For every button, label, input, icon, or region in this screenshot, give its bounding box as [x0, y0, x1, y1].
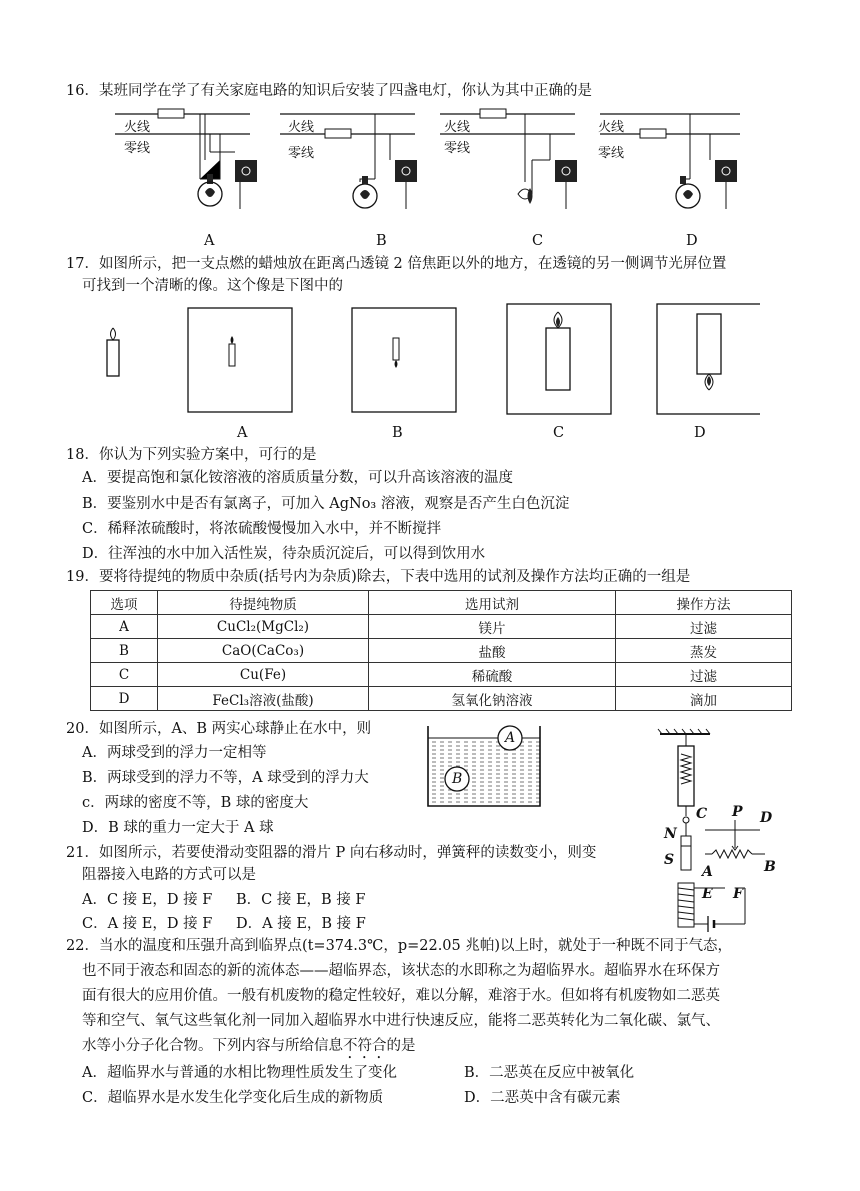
q22-line2: 也不同于液态和固态的新的流体态——超临界态，该状态的水即称之为超临界水。超临界水在环保方: [82, 963, 720, 979]
fig-label-e: E: [702, 886, 713, 902]
q16-label-c: C: [532, 233, 544, 249]
q18-option-d: D．往浑浊的水中加入活性炭，待杂质沉淀后，可以得到饮用水: [82, 546, 486, 562]
neutral-label-d: 零线: [598, 146, 625, 161]
q20-option-a: A．两球受到的浮力一定相等: [82, 745, 267, 761]
q22-emphasis: 不符合: [343, 1038, 387, 1054]
neutral-label-c: 零线: [444, 141, 471, 156]
q18-stem: 18．你认为下列实验方案中，可行的是: [66, 447, 317, 463]
q22-option-b: B．二恶英在反应中被氧化: [464, 1065, 635, 1081]
q21-option-a: A．C 接 E，D 接 F: [82, 892, 213, 908]
cell: B: [91, 639, 158, 663]
q19-stem: 19．要将待提纯的物质中杂质(括号内为杂质)除去，下表中选用的试剂及操作方法均正确的一组是: [66, 569, 691, 585]
table-row: [91, 687, 792, 711]
live-label-b: 火线: [288, 120, 315, 135]
cell: C: [91, 663, 158, 687]
ball-a-label: A: [505, 730, 516, 746]
header-method: 操作方法: [616, 591, 792, 615]
fig-label-b: B: [764, 859, 776, 875]
cell: D: [91, 687, 158, 711]
q17-label-a: A: [237, 425, 248, 441]
image-option-c: [507, 304, 611, 414]
live-label-c: 火线: [444, 120, 471, 135]
q20-option-b: B．两球受到的浮力不等，A 球受到的浮力大: [82, 770, 369, 786]
cell: 盐酸: [369, 639, 616, 663]
cell: 蒸发: [616, 639, 792, 663]
q21-option-c: C．A 接 E，D 接 F: [82, 916, 213, 932]
cell: 滴加: [616, 687, 792, 711]
cell: Cu(Fe): [158, 663, 369, 687]
q20-option-c: c．两球的密度不等，B 球的密度大: [82, 795, 309, 811]
q19-table: [90, 590, 792, 711]
cell: A: [91, 615, 158, 639]
table-row: [91, 639, 792, 663]
header-option: 选项: [91, 591, 158, 615]
table-row: [91, 663, 792, 687]
live-label-d: 火线: [598, 120, 625, 135]
cell: CaO(CaCo₃): [158, 639, 369, 663]
candle-object: [107, 328, 119, 376]
q17-stem-line1: 17．如图所示，把一支点燃的蜡烛放在距离凸透镜 2 倍焦距以外的地方，在透镜的另一侧调节光屏位置: [66, 256, 727, 272]
q18-option-b: B．要鉴别水中是否有氯离子，可加入 AgNo₃ 溶液，观察是否产生白色沉淀: [82, 496, 570, 512]
q17-stem-line2: 可找到一个清晰的像。这个像是下图中的: [82, 278, 343, 294]
q22-option-c: C．超临界水是水发生化学变化后生成的新物质: [82, 1090, 384, 1106]
q22-last-pre: 水等小分子化合物。下列内容与所给信息: [82, 1038, 343, 1054]
cell: 氢氧化钠溶液: [369, 687, 616, 711]
fig-label-d: D: [760, 810, 773, 826]
q22-line4: 等和空气、氧气这些氧化剂一同加入超临界水中进行快速反应，能将二恶英转化为二氧化碳、氯气、: [82, 1013, 720, 1029]
q22-line1: 22．当水的温度和压强升高到临界点(t=374.3℃，p=22.05 兆帕)以上时，就处于一种既不同于气态，: [66, 938, 733, 954]
q21-option-d: D．A 接 E，B 接 F: [236, 916, 366, 932]
table-header-row: [91, 591, 792, 615]
cell: 稀硫酸: [369, 663, 616, 687]
fig-label-f: F: [733, 886, 743, 902]
fig-label-c: C: [696, 806, 708, 822]
neutral-label-b: 零线: [288, 146, 315, 161]
header-substance: 待提纯物质: [158, 591, 369, 615]
q17-figure: [100, 300, 760, 420]
table-row: [91, 615, 792, 639]
cell: FeCl₃溶液(盐酸): [158, 687, 369, 711]
q21-option-b: B．C 接 E，B 接 F: [236, 892, 366, 908]
q16-label-d: D: [686, 233, 698, 249]
q20-option-d: D．B 球的重力一定大于 A 球: [82, 820, 274, 836]
q22-line5: [82, 1035, 416, 1062]
q22-last-post: 的是: [386, 1038, 416, 1054]
ball-b-label: B: [452, 771, 463, 787]
image-option-a: [188, 308, 292, 412]
fig-label-a: A: [702, 864, 713, 880]
q20-stem: 20．如图所示，A、B 两实心球静止在水中，则: [66, 721, 372, 737]
image-option-b: [352, 308, 456, 412]
q21-stem-line1: 21．如图所示，若要使滑动变阻器的滑片 P 向右移动时，弹簧秤的读数变小，则变: [66, 845, 597, 861]
fig-label-p: P: [732, 804, 743, 820]
fig-label-n: N: [664, 826, 677, 842]
q17-label-d: D: [694, 425, 706, 441]
q17-label-b: B: [392, 425, 403, 441]
q20-beaker-figure: [424, 724, 548, 810]
q22-option-d: D．二恶英中含有碳元素: [464, 1090, 621, 1106]
cell: 过滤: [616, 615, 792, 639]
cell: 镁片: [369, 615, 616, 639]
q16-label-b: B: [376, 233, 387, 249]
q17-label-c: C: [553, 425, 565, 441]
header-reagent: 选用试剂: [369, 591, 616, 615]
fig-label-s: S: [664, 852, 675, 868]
q16-figure: [110, 104, 760, 224]
q22-line3: 面有很大的应用价值。一般有机废物的稳定性较好，难以分解，难溶于水。但如将有机废物如二恶英: [82, 988, 720, 1004]
q21-stem-line2: 阻器接入电路的方式可以是: [82, 867, 256, 883]
neutral-label-a: 零线: [124, 141, 151, 156]
cell: 过滤: [616, 663, 792, 687]
q16-label-a: A: [204, 233, 215, 249]
q22-option-a: A．超临界水与普通的水相比物理性质发生了变化: [82, 1065, 397, 1081]
q18-option-a: A．要提高饱和氯化铵溶液的溶质质量分数，可以升高该溶液的温度: [82, 470, 513, 486]
image-option-d: [657, 304, 760, 414]
live-label-a: 火线: [124, 120, 151, 135]
cell: CuCl₂(MgCl₂): [158, 615, 369, 639]
q18-option-c: C．稀释浓硫酸时，将浓硫酸慢慢加入水中，并不断搅拌: [82, 521, 442, 537]
q16-stem: 16．某班同学在学了有关家庭电路的知识后安装了四盏电灯，你认为其中正确的是: [66, 83, 592, 99]
